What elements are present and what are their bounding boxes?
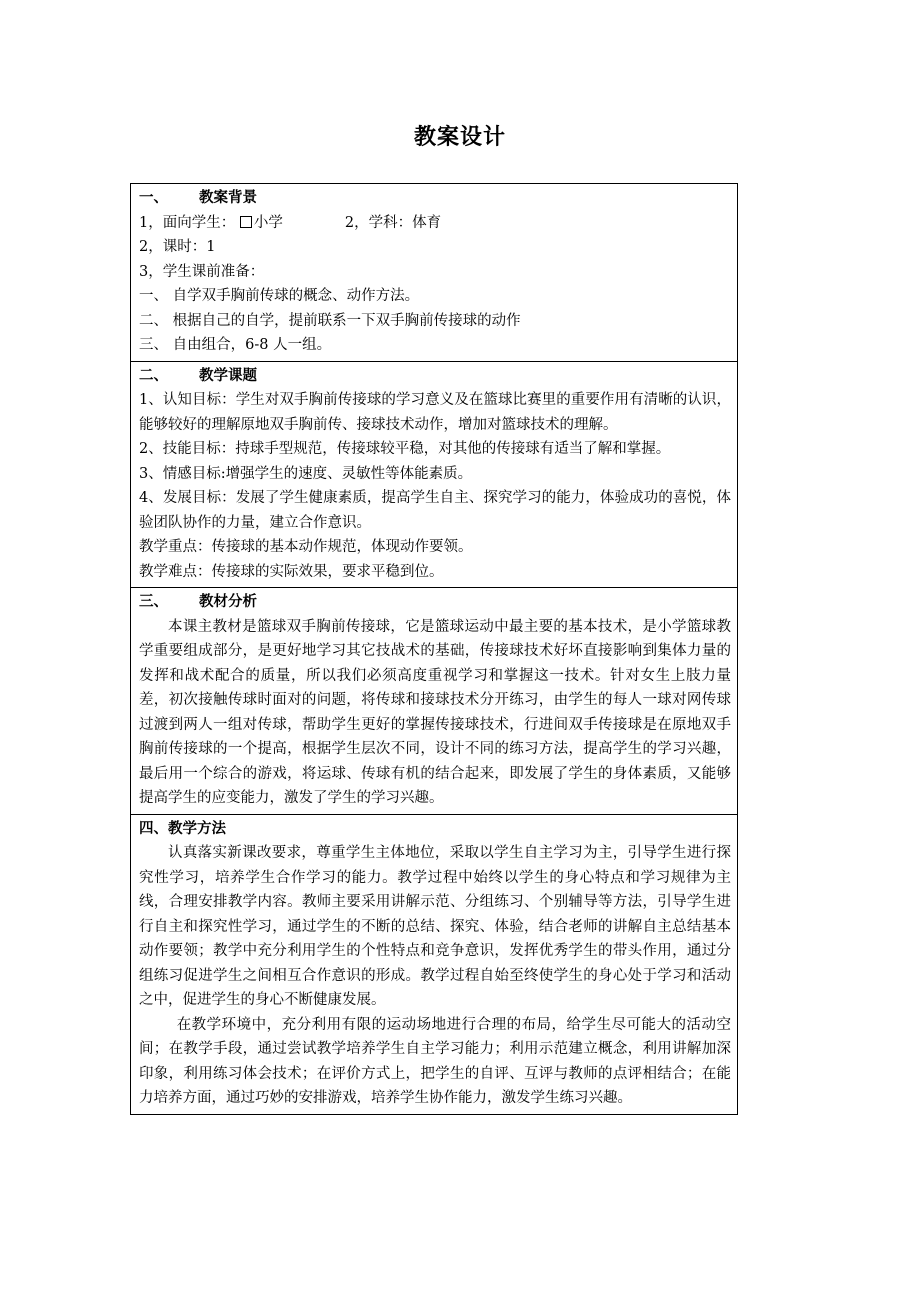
objective-line: 3、情感目标:增强学生的速度、灵敏性等体能素质。 [139, 465, 473, 482]
section-method [131, 814, 738, 1114]
objective-line: 4、发展目标：发展了学生健康素质，提高学生自主、探究学习的能力，体验成功的喜悦，体验团队协作的力量，建立合作意识。 [139, 490, 731, 531]
primary-school-checkbox[interactable] [240, 216, 252, 228]
method-paragraph: 认真落实新课改要求，尊重学生主体地位，采取以学生自主学习为主，引导学生进行探究性学习，培养学生合作学习的能力。教学过程中始终以学生的身心特点和学习规律为主线，合理安排教学内容。教师主要采用讲解示范、分组练习、个别辅导等方法，引导学生进行自主和探究性学习，通过学生的不断的总结、探究、体验，结合老师的讲解自主总结基本动作要领；教学中充分利用学生的个性特点和竞争意识，发挥优秀学生的带头作用，通过分组练习促进学生之间相互合作意识的形成。教学过程自始至终使学生的身心处于学习和活动之中，促进学生的身心不断健康发展。 [139, 845, 731, 1008]
lesson-plan-table [130, 183, 738, 1115]
prep-title: 3，学生课前准备： [139, 263, 265, 280]
section-title: 教案背景 [199, 189, 257, 206]
section-method-row [131, 814, 738, 1114]
difficulty-line: 教学难点：传接球的实际效果，要求平稳到位。 [139, 563, 444, 580]
section-material [131, 588, 738, 815]
prep-item: 一、 自学双手胸前传球的概念、动作方法。 [139, 288, 420, 304]
objective-line: 2、技能目标：持球手型规范，传接球较平稳，对其他的传接球有适当了解和掌握。 [139, 441, 671, 457]
section-title: 教材分析 [199, 593, 257, 610]
section-heading: 四、教学方法 [139, 819, 226, 837]
key-point-line: 教学重点：传接球的基本动作规范，体现动作要领。 [139, 539, 473, 555]
section-number: 二、 [139, 366, 168, 384]
subject-line: 2，学科：体育 [344, 214, 442, 231]
prep-item: 二、 根据自己的自学，提前联系一下双手胸前传接球的动作 [139, 312, 521, 329]
method-paragraph: 在教学环境中，充分利用有限的运动场地进行合理的布局，给学生尽可能大的活动空间；在教学手段，通过尝试教学培养学生自主学习能力；利用示范建立概念，利用讲解加深印象，利用练习体会技术；在评价方式上，把学生的自评、互评与教师的点评相结合；在能力培养方面，通过巧妙的安排游戏，培养学生协作能力，激发学生练习兴趣。 [139, 1016, 731, 1106]
section-heading [139, 590, 731, 615]
students-line [139, 211, 731, 236]
section-number: 三、 [139, 593, 168, 610]
material-paragraph: 本课主教材是篮球双手胸前传接球，它是篮球运动中最主要的基本技术，是小学篮球教学重要组成部分，是更好地学习其它技战术的基础，传接球技术好坏直接影响到集体力量的发挥和战术配合的质量，所以我们必须高度重视学习和掌握这一技术。针对女生上肢力量差，初次接触传球时面对的问题，将传球和接球技术分开练习，由学生的每人一球对网传球过渡到两人一组对传球，帮助学生更好的掌握传接球技术，行进间双手传接球是在原地双手胸前传接球的一个提高，根据学生层次不同，设计不同的练习方法，提高学生的学习兴趣，最后用一个综合的游戏，将运球、传球有机的结合起来，即发展了学生的身体素质，又能够提高学生的应变能力，激发了学生的学习兴趣。 [139, 618, 731, 806]
section-background [131, 184, 738, 362]
section-heading [139, 364, 731, 389]
prep-item: 三、 自由组合，6-8 人一组。 [139, 337, 332, 353]
section-heading [139, 186, 731, 211]
page-title: 教案设计 [413, 124, 506, 150]
objective-line: 1、认知目标：学生对双手胸前传接球的学习意义及在篮球比赛里的重要作用有清晰的认识，能够较好的理解原地双手胸前传、接球技术动作，增加对篮球技术的理解。 [139, 392, 731, 433]
section-topic [131, 361, 738, 588]
hours-line: 2，课时：1 [139, 239, 216, 255]
students-value: 小学 [253, 214, 283, 231]
section-topic-row [131, 361, 738, 588]
section-title: 教学课题 [199, 366, 257, 384]
section-number: 一、 [139, 189, 168, 206]
section-material-row [131, 588, 738, 815]
students-label: 1，面向学生： [139, 214, 236, 231]
section-background-row [131, 184, 738, 362]
